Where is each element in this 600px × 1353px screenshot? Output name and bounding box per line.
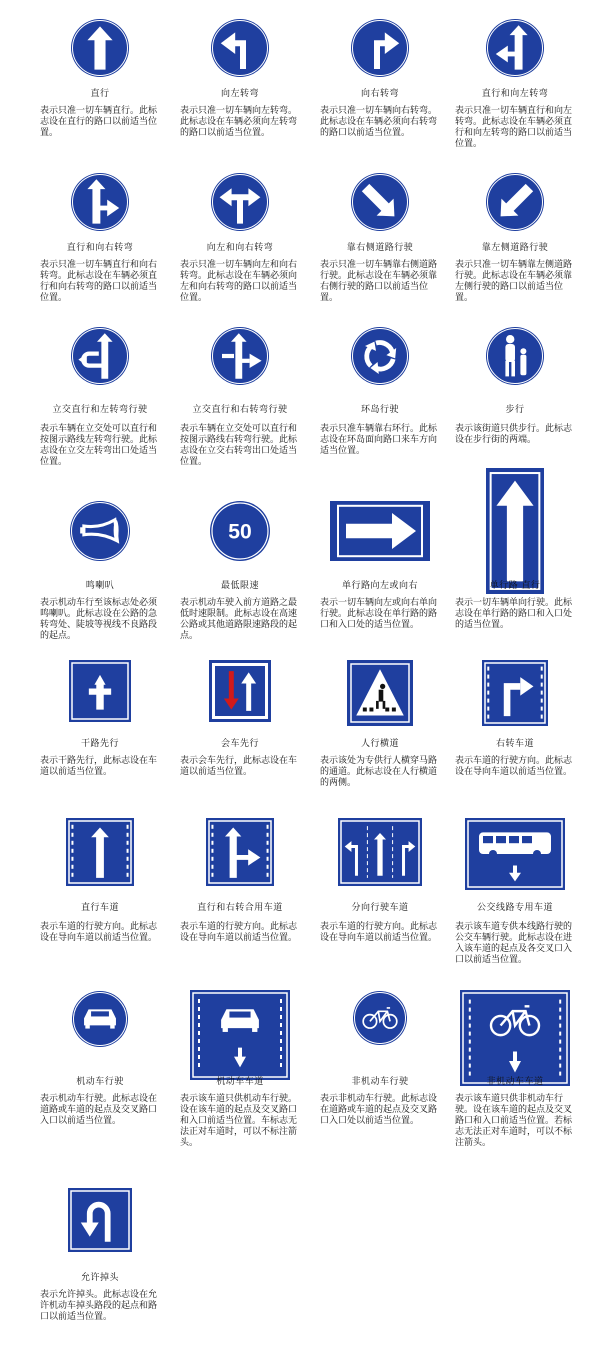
min-speed-icon: [209, 500, 271, 562]
sign-description: 表示一切车辆向左或向右单向行驶。此标志设在单行路的路口和入口处的适当位置。: [320, 598, 438, 630]
crosswalk-icon: [347, 660, 413, 726]
sign-description: 表示该车道只供机动车行驶。设在该车道的起点及交叉路口和入口前适当位置。车标志无法正对车道时，可以不标注箭头。: [180, 1094, 298, 1148]
sign-description: 表示车道的行驶方向。此标志设在导向车道以前适当位置。: [320, 922, 438, 943]
sign-title: 鸣喇叭: [85, 581, 115, 591]
sign-title: 环岛行驶: [360, 405, 399, 415]
sign-description: 表示只准一切车辆直行。此标志设在直行的路口以前适当位置。: [40, 106, 158, 138]
sign-description: 表示只准车辆靠右环行。此标志设在环岛面向路口来车方向适当位置。: [320, 424, 438, 456]
sign-description: 表示干路先行，此标志设在车道以前适当位置。: [40, 756, 158, 777]
sign-description: 表示车辆在立交处可以直行和按图示路线右转弯行驶。此标志设在立交右转弯出口处适当位置。: [180, 424, 298, 467]
sign-description: 表示车道的行驶方向。此标志设在导向车道以前适当位置。: [180, 922, 298, 943]
sign-description: 表示机动车行驶。此标志设在道路或车道的起点及交叉路口入口以前适当位置。: [40, 1094, 158, 1126]
sign-title: 公交线路专用车道: [476, 903, 553, 913]
turn-right-icon: [350, 18, 410, 78]
sign-description: 表示允许掉头。此标志设在允许机动车掉头路段的起点和路口以前适当位置。: [40, 1290, 158, 1322]
straight-lane-icon: [66, 818, 134, 886]
sign-description: 表示会车先行，此标志设在车道以前适当位置。: [180, 756, 298, 777]
sign-title: 干路先行: [80, 739, 119, 749]
bicycle-icon: [352, 990, 408, 1046]
sign-description: 表示只准一切车辆靠左侧道路行驶。此标志设在车辆必须靠左侧行驶的路口以前适当位置。: [455, 260, 573, 303]
sign-title: 向左和向右转弯: [206, 243, 274, 253]
interchange-right-icon: [210, 326, 270, 386]
sign-description: 表示该街道只供步行。此标志设在步行街的两端。: [455, 424, 573, 445]
sign-description: 表示只准一切车辆向左和向右转弯。此标志设在车辆必须向左和向右转弯的路口以前适当位置。: [180, 260, 298, 303]
motor-vehicle-icon: [71, 990, 129, 1048]
one-way-straight-icon: [486, 468, 544, 594]
bus-lane-icon: [465, 818, 565, 890]
sign-title: 直行和右转合用车道: [197, 903, 283, 913]
sign-title: 单行路 直行: [489, 581, 541, 591]
sign-description: 表示车道的行驶方向。此标志设在导向车道以前适当位置。: [455, 756, 573, 777]
sign-title: 右转车道: [495, 739, 534, 749]
sign-title: 分向行驶车道: [351, 903, 409, 913]
sign-description: 表示机动车驶入前方道路之最低时速限制。此标志设在高速公路或其他道路限速路段的起点。: [180, 598, 298, 641]
sign-title: 立交直行和右转弯行驶: [192, 405, 288, 415]
right-turn-lane-icon: [482, 660, 548, 726]
sign-description: 表示只准一切车辆直行和向左转弯。此标志设在车辆必须直行和向左转弯的路口以前适当位置。: [455, 106, 573, 149]
lane-direction-icon: [338, 818, 422, 886]
straight-right-lane-icon: [206, 818, 274, 886]
sign-description: 表示该处为专供行人横穿马路的通道。此标志设在人行横道的两侧。: [320, 756, 438, 788]
sign-title: 直行车道: [80, 903, 119, 913]
sign-title: 机动车行驶: [76, 1077, 124, 1087]
sign-title: 会车先行: [220, 739, 259, 749]
roundabout-icon: [350, 326, 410, 386]
sign-title: 机动车车道: [216, 1077, 264, 1087]
sign-title: 直行: [90, 89, 110, 99]
sign-description: 表示该车道只供非机动车行驶。设在该车道的起点及交叉路口和入口前适当位置。若标志无法正对车道时，可以不标注箭头。: [455, 1094, 573, 1148]
keep-right-icon: [350, 172, 410, 232]
sign-title: 非机动车行驶: [351, 1077, 409, 1087]
sign-description: 表示车道的行驶方向。此标志设在导向车道以前适当位置。: [40, 922, 158, 943]
sign-title: 直行和向左转弯: [481, 89, 549, 99]
left-right-turn-icon: [210, 172, 270, 232]
horn-icon: [69, 500, 131, 562]
right-of-way-icon: [209, 660, 271, 722]
min-speed-value: 50: [228, 520, 252, 544]
sign-title: 靠左侧道路行驶: [481, 243, 549, 253]
main-road-priority-icon: [69, 660, 131, 722]
sign-title: 立交直行和左转弯行驶: [52, 405, 148, 415]
sign-description: 表示只准一切车辆靠右侧道路行驶。此标志设在车辆必须靠右侧行驶的路口以前适当位置。: [320, 260, 438, 303]
sign-title: 步行: [505, 405, 525, 415]
straight-left-icon: [485, 18, 545, 78]
bicycle-lane-icon: [460, 990, 570, 1086]
motor-vehicle-lane-icon: [190, 990, 290, 1080]
sign-description: 表示非机动车行驶。此标志设在道路或车道的起点及交叉路口入口处以前适当位置。: [320, 1094, 438, 1126]
sign-title: 单行路向左或向右: [341, 581, 418, 591]
sign-title: 非机动车车道: [486, 1077, 544, 1087]
sign-title: 允许掉头: [80, 1273, 119, 1283]
sign-title: 靠右侧道路行驶: [346, 243, 414, 253]
sign-title: 人行横道: [360, 739, 399, 749]
straight-arrow-icon: [70, 18, 130, 78]
straight-right-icon: [70, 172, 130, 232]
sign-title: 向左转弯: [220, 89, 259, 99]
u-turn-icon: [68, 1188, 132, 1252]
sign-title: 最低限速: [220, 581, 259, 591]
turn-left-icon: [210, 18, 270, 78]
sign-description: 表示只准一切车辆向右转弯。此标志设在车辆必须向右转弯的路口以前适当位置。: [320, 106, 438, 138]
sign-description: 表示一切车辆单向行驶。此标志设在单行路的路口和入口处的适当位置。: [455, 598, 573, 630]
sign-title: 向右转弯: [360, 89, 399, 99]
interchange-left-icon: [70, 326, 130, 386]
sign-description: 表示车辆在立交处可以直行和按图示路线左转弯行驶。此标志设在立交左转弯出口处适当位置。: [40, 424, 158, 467]
keep-left-icon: [485, 172, 545, 232]
sign-title: 直行和向右转弯: [66, 243, 134, 253]
sign-description: 表示机动车行至该标志处必须鸣喇叭。此标志设在公路的急转弯处、陡坡等视线不良路段的起点。: [40, 598, 158, 641]
one-way-right-icon: [330, 501, 430, 561]
sign-description: 表示只准一切车辆向左转弯。此标志设在车辆必须向左转弯的路口以前适当位置。: [180, 106, 298, 138]
pedestrian-icon: [485, 326, 545, 386]
sign-description: 表示只准一切车辆直行和向右转弯。此标志设在车辆必须直行和向右转弯的路口以前适当位置。: [40, 260, 158, 303]
sign-description: 表示该车道专供本线路行驶的公交车辆行驶。此标志设在进入该车道的起点及各交叉口入口以前适当位置。: [455, 922, 573, 965]
